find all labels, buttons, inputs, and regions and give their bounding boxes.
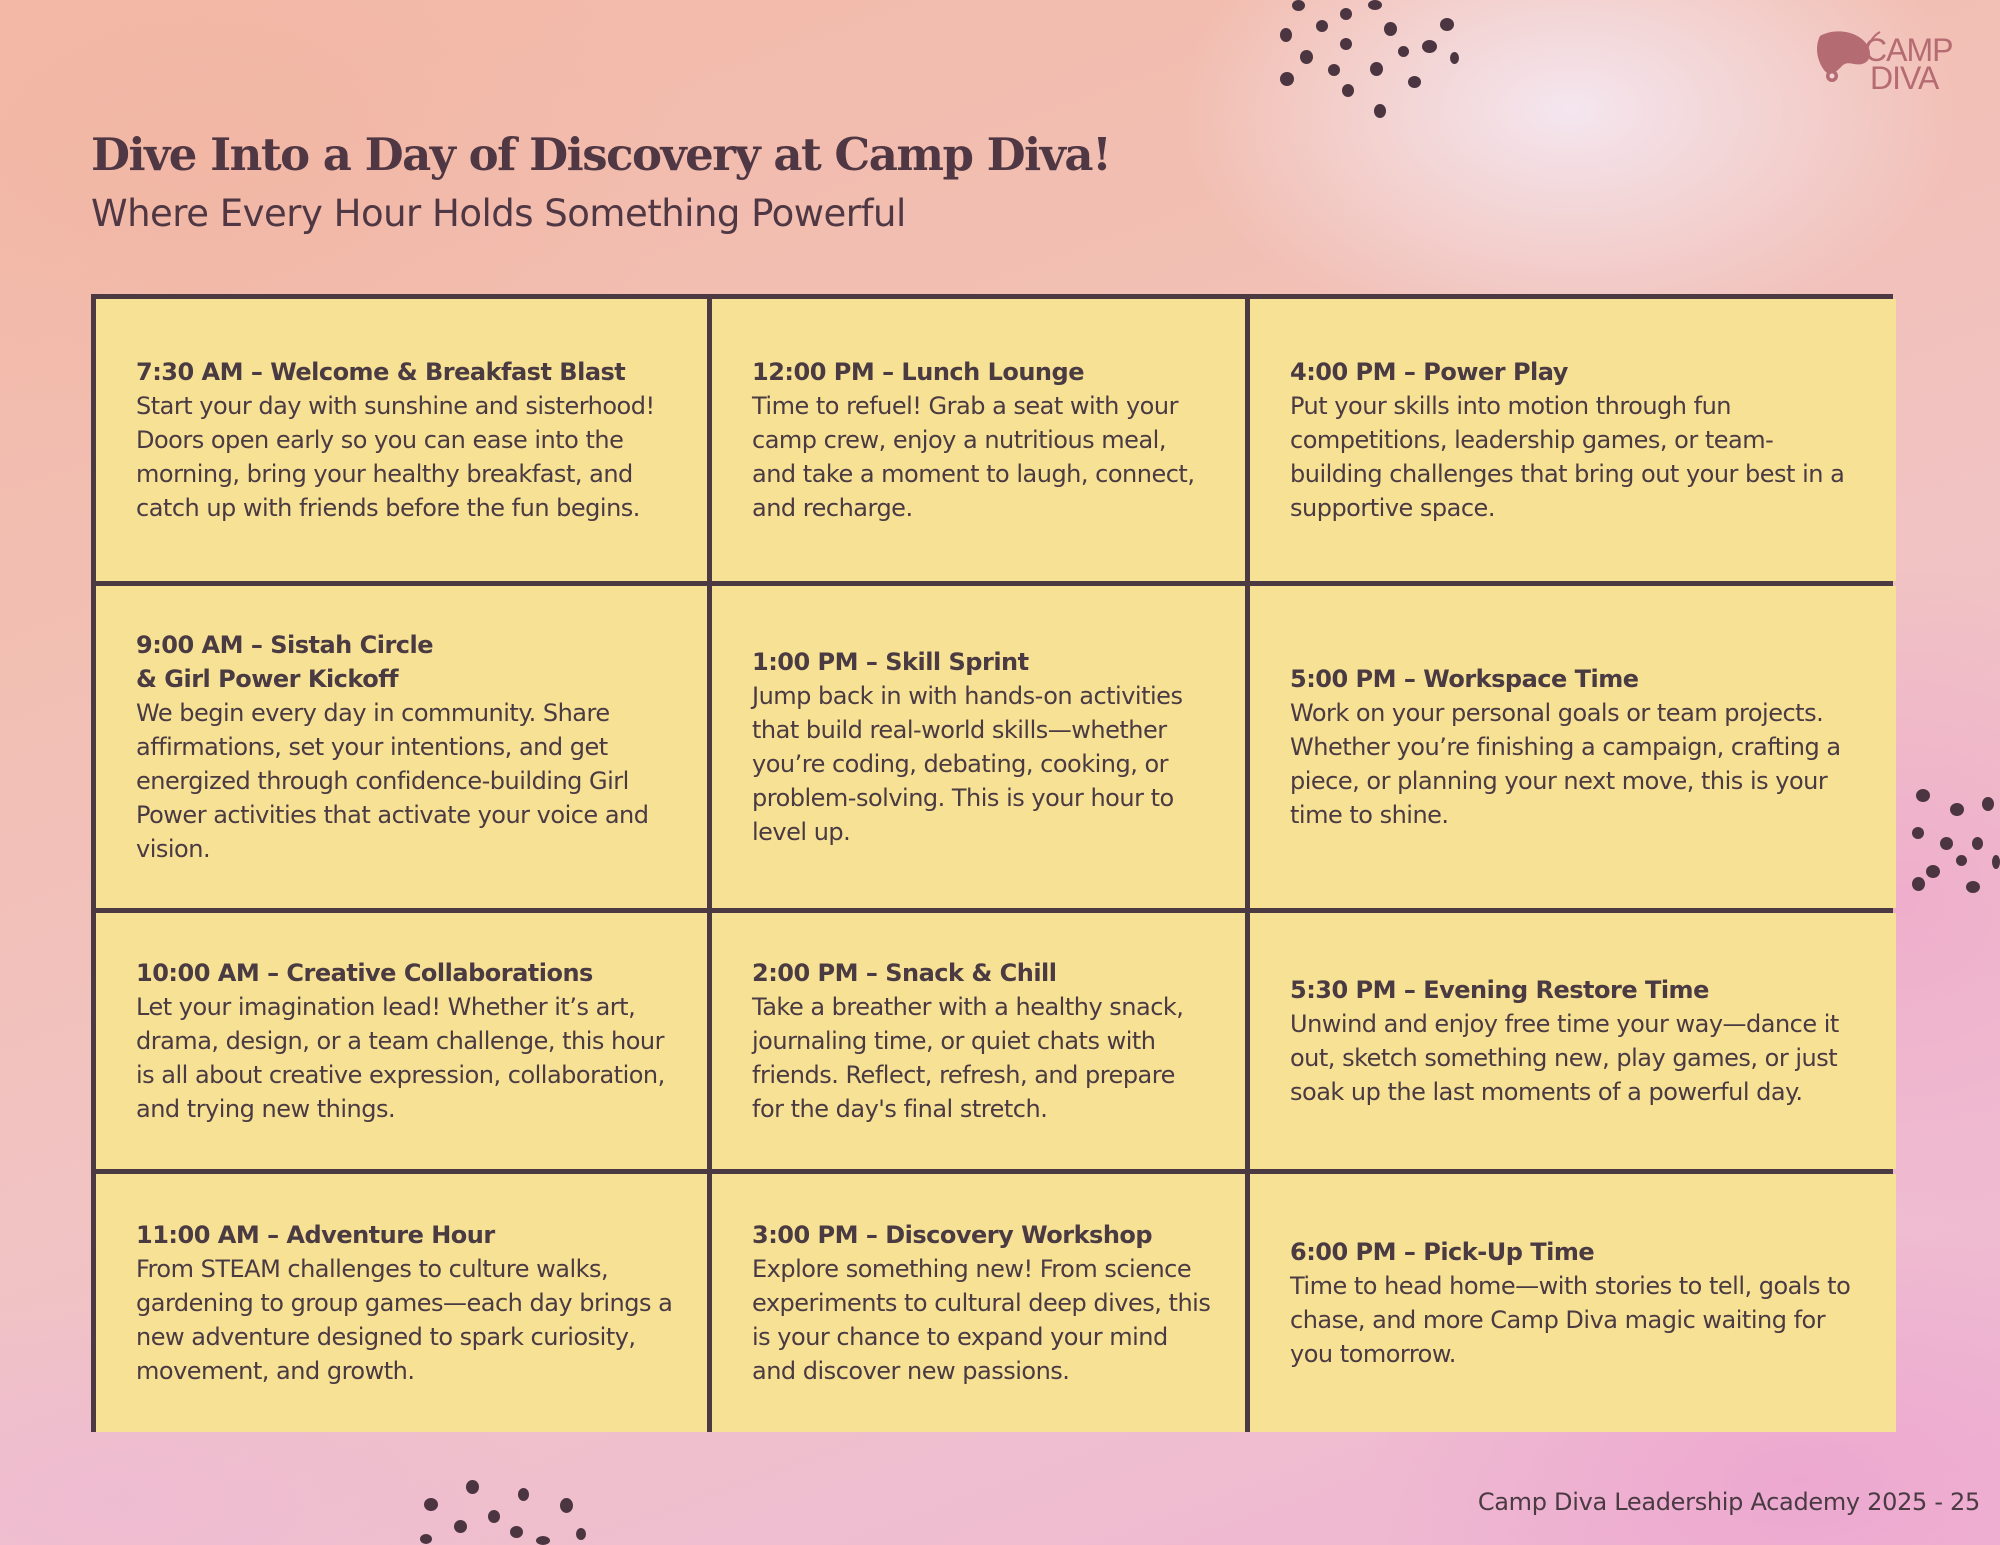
schedule-cell bbox=[1250, 586, 1896, 908]
schedule-cell bbox=[1250, 913, 1896, 1169]
logo-line-2: DIVA bbox=[1870, 60, 1939, 96]
schedule-description: We begin every day in community. Share affirmations, set your intentions, and get energized through confidence-building Girl Power activities that activate your voice and vision. bbox=[136, 699, 649, 863]
page-title: Dive Into a Day of Discovery at Camp Diva! bbox=[91, 128, 1111, 181]
schedule-description: Time to head home—with stories to tell, goals to chase, and more Camp Diva magic waiting for you tomorrow. bbox=[1290, 1272, 1851, 1368]
camp-diva-logo bbox=[1812, 22, 1982, 102]
page-footer: Camp Diva Leadership Academy 2025 - 25 bbox=[1477, 1488, 1980, 1516]
schedule-description: Unwind and enjoy free time your way—dance it out, sketch something new, play games, or just soak up the last moments of a powerful day. bbox=[1290, 1010, 1839, 1106]
schedule-time-heading: 7:30 AM – Welcome & Breakfast Blast bbox=[136, 358, 626, 386]
schedule-time-heading: 12:00 PM – Lunch Lounge bbox=[752, 358, 1084, 386]
logo-text bbox=[1864, 32, 1953, 96]
schedule-description: Start your day with sunshine and sisterhood! Doors open early so you can ease into the morning, bring your healthy breakfast, and catch up with friends before the fun begins. bbox=[136, 392, 655, 522]
schedule-cell bbox=[712, 1174, 1245, 1432]
schedule-cell bbox=[96, 299, 707, 581]
schedule-time-heading: 4:00 PM – Power Play bbox=[1290, 358, 1568, 386]
schedule-time-heading: 9:00 AM – Sistah Circle & Girl Power Kickoff bbox=[136, 631, 434, 693]
schedule-time-heading: 5:00 PM – Workspace Time bbox=[1290, 665, 1639, 693]
schedule-description: Time to refuel! Grab a seat with your camp crew, enjoy a nutritious meal, and take a moment to laugh, connect, and recharge. bbox=[752, 392, 1195, 522]
schedule-cell bbox=[712, 913, 1245, 1169]
page-subtitle: Where Every Hour Holds Something Powerful bbox=[91, 192, 906, 235]
schedule-time-heading: 1:00 PM – Skill Sprint bbox=[752, 648, 1029, 676]
schedule-description: Take a breather with a healthy snack, journaling time, or quiet chats with friends. Reflect, refresh, and prepare for the day's final stretch. bbox=[752, 993, 1184, 1123]
logo-line-1: CAMP bbox=[1864, 32, 1953, 68]
schedule-cell bbox=[96, 586, 707, 908]
schedule-cell bbox=[712, 299, 1245, 581]
schedule-cell bbox=[96, 1174, 707, 1432]
schedule-time-heading: 5:30 PM – Evening Restore Time bbox=[1290, 976, 1709, 1004]
schedule-time-heading: 10:00 AM – Creative Collaborations bbox=[136, 959, 593, 987]
schedule-description: Put your skills into motion through fun competitions, leadership games, or team-building challenges that bring out your best in a supportive space. bbox=[1290, 392, 1845, 522]
schedule-description: Jump back in with hands-on activities that build real-world skills—whether you’re coding, debating, cooking, or problem-solving. This is your hour to level up. bbox=[752, 682, 1183, 846]
schedule-cell bbox=[96, 913, 707, 1169]
schedule-description: Work on your personal goals or team projects. Whether you’re finishing a campaign, crafting a piece, or planning your next move, this is your time to shine. bbox=[1290, 699, 1841, 829]
schedule-time-heading: 11:00 AM – Adventure Hour bbox=[136, 1221, 495, 1249]
schedule-time-heading: 2:00 PM – Snack & Chill bbox=[752, 959, 1057, 987]
schedule-cell bbox=[712, 586, 1245, 908]
schedule-time-heading: 6:00 PM – Pick-Up Time bbox=[1290, 1238, 1595, 1266]
schedule-grid bbox=[91, 294, 1893, 1432]
schedule-cell bbox=[1250, 299, 1896, 581]
schedule-description: From STEAM challenges to culture walks, gardening to group games—each day brings a new adventure designed to spark curiosity, movement, and growth. bbox=[136, 1255, 673, 1385]
schedule-time-heading: 3:00 PM – Discovery Workshop bbox=[752, 1221, 1153, 1249]
schedule-description: Explore something new! From science experiments to cultural deep dives, this is your chance to expand your mind and discover new passions. bbox=[752, 1255, 1211, 1385]
schedule-cell bbox=[1250, 1174, 1896, 1432]
schedule-description: Let your imagination lead! Whether it’s art, drama, design, or a team challenge, this hour is all about creative expression, collaboration, and trying new things. bbox=[136, 993, 665, 1123]
